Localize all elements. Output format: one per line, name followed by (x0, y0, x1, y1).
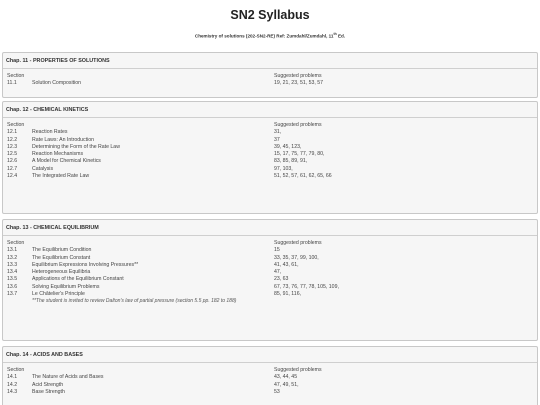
suggested-problems: 47, 49, 51, (274, 381, 299, 388)
section-title: Reaction Rates (32, 129, 68, 136)
section-number: 13.3 (7, 261, 18, 268)
section-column-header: Section (7, 240, 25, 246)
column-header-row (3, 240, 537, 247)
section-number: 13.2 (7, 254, 18, 261)
table-row (3, 262, 537, 269)
syllabus-subtitle (0, 32, 540, 39)
section-title: Equilibrium Expressions Involving Pressures** (32, 261, 139, 268)
subtitle-tail: Ed. (336, 33, 346, 39)
footnote: **The student is invited to review Dalton's law of partial pressure (section 5.5 pp. 182 to 188) (32, 298, 237, 305)
suggested-problems: 15, 17, 75, 77, 79, 80, (274, 151, 325, 158)
section-title: The Equilibrium Condition (32, 247, 92, 254)
problems-column-header: Suggested problems (274, 122, 322, 128)
section-title: Solution Composition (32, 80, 82, 87)
section-number: 12.3 (7, 143, 18, 150)
section-title: Rate Laws: An Introduction (32, 136, 94, 143)
suggested-problems: 37 (274, 136, 280, 143)
section-number: 14.1 (7, 374, 18, 381)
section-number: 12.5 (7, 151, 18, 158)
suggested-problems: 43, 44, 45 (274, 374, 298, 381)
suggested-problems: 31, (274, 129, 282, 136)
chapter-11-panel (2, 52, 538, 98)
column-header-row (3, 73, 537, 80)
subtitle-superscript: th (333, 32, 337, 36)
table-row (3, 137, 537, 144)
section-title: The Nature of Acids and Bases (32, 374, 104, 381)
section-number: 13.4 (7, 269, 18, 276)
chapter-13-panel (2, 219, 538, 341)
suggested-problems: 53 (274, 388, 280, 395)
suggested-problems: 41, 43, 61, (274, 261, 299, 268)
problems-column-header: Suggested problems (274, 240, 322, 246)
suggested-problems: 97, 103, (274, 165, 293, 172)
section-number: 12.6 (7, 158, 18, 165)
section-title: Heterogeneous Equilibria (32, 269, 91, 276)
section-title: Applications of the Equilibrium Constant (32, 276, 124, 283)
suggested-problems: 47, (274, 269, 282, 276)
table-row (3, 129, 537, 136)
section-title: A Model for Chemical Kinetics (32, 158, 101, 165)
suggested-problems: 67, 73, 76, 77, 78, 105, 109, (274, 283, 339, 290)
section-title: Catalysis (32, 165, 54, 172)
section-title: Acid Strength (32, 381, 64, 388)
section-number: 13.7 (7, 291, 18, 298)
table-row (3, 276, 537, 283)
section-number: 14.2 (7, 381, 18, 388)
table-row (3, 151, 537, 158)
section-number: 13.1 (7, 247, 18, 254)
chapter-14-panel (2, 346, 538, 405)
table-row (3, 291, 537, 298)
section-title: Le Châtelier's Principle (32, 291, 85, 298)
table-row (3, 80, 537, 87)
table-row (3, 158, 537, 165)
chapter-12-panel (2, 101, 538, 214)
section-number: 13.6 (7, 283, 18, 290)
section-title: Base Strength (32, 388, 65, 395)
chapter-heading: Chap. 13 - CHEMICAL EQUILIBRIUM (3, 220, 537, 236)
chapter-heading: Chap. 14 - ACIDS AND BASES (3, 347, 537, 363)
section-number: 12.2 (7, 136, 18, 143)
section-column-header: Section (7, 73, 25, 79)
problems-column-header: Suggested problems (274, 367, 322, 373)
subtitle-text: Chemistry of solutions (202-SN2-RE) Ref: Zumdahl/Zumdahl, 11 (194, 33, 334, 39)
table-row (3, 255, 537, 262)
chapter-heading: Chap. 12 - CHEMICAL KINETICS (3, 102, 537, 118)
table-row (3, 166, 537, 173)
suggested-problems: 15 (274, 247, 280, 254)
suggested-problems: 51, 52, 57, 61, 62, 65, 66 (274, 173, 332, 180)
suggested-problems: 39, 45, 123, (274, 143, 302, 150)
suggested-problems: 19, 21, 23, 51, 53, 57 (274, 80, 324, 87)
section-number: 14.3 (7, 388, 18, 395)
suggested-problems: 85, 91, 116, (274, 291, 302, 298)
problems-column-header: Suggested problems (274, 73, 322, 79)
chapter-heading: Chap. 11 - PROPERTIES OF SOLUTIONS (3, 53, 537, 69)
section-title: The Equilibrium Constant (32, 254, 91, 261)
section-column-header: Section (7, 122, 25, 128)
suggested-problems: 23, 63 (274, 276, 289, 283)
section-number: 11.1 (7, 80, 17, 87)
table-row (3, 144, 537, 151)
page-title: SN2 Syllabus (230, 8, 310, 22)
column-header-row (3, 122, 537, 129)
suggested-problems: 83, 85, 89, 91, (274, 158, 308, 165)
section-number: 12.7 (7, 165, 18, 172)
table-row (3, 284, 537, 291)
section-number: 12.4 (7, 173, 18, 180)
section-title: Solving Equilibrium Problems (32, 283, 100, 290)
table-row (3, 247, 537, 254)
table-row (3, 269, 537, 276)
section-number: 12.1 (7, 129, 18, 136)
suggested-problems: 33, 35, 37, 99, 100, (274, 254, 319, 261)
column-header-row (3, 367, 537, 374)
section-number: 13.5 (7, 276, 18, 283)
section-title: Reaction Mechanisms (32, 151, 84, 158)
section-title: The Integrated Rate Law (32, 173, 90, 180)
table-row (3, 389, 537, 396)
section-column-header: Section (7, 367, 25, 373)
section-title: Determining the Form of the Rate Law (32, 143, 120, 150)
table-row (3, 382, 537, 389)
table-row (3, 374, 537, 381)
table-row (3, 173, 537, 180)
